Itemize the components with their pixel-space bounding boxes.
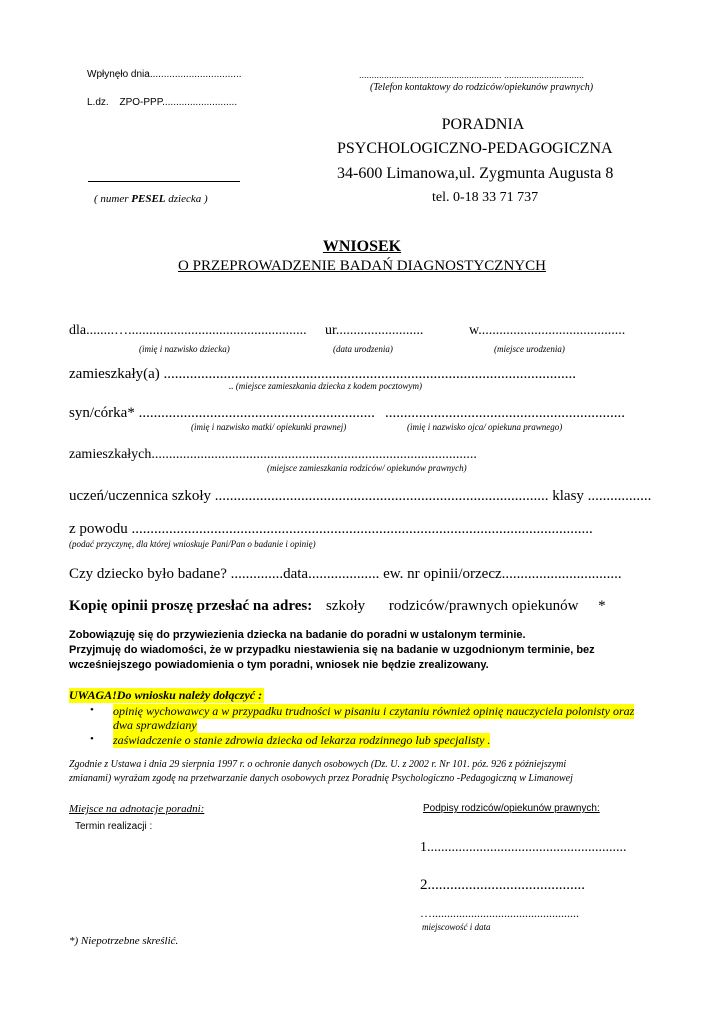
copy-request-label: Kopię opinii proszę przesłać na adres:: [69, 598, 313, 614]
school-field: uczeń/uczennica szkoły ......................................................................................... klasy .................: [69, 488, 652, 504]
bullet-icon: •: [90, 704, 94, 716]
phone-field-dots: ......................................................... ................................: [359, 70, 585, 80]
institution-type: PSYCHOLOGICZNO-PEDAGOGICZNA: [337, 140, 613, 157]
declaration-line-3: wcześniejszego powiadomienia o tym poradni, wniosek nie będzie zrealizowany.: [69, 659, 489, 671]
institution-address: 34-600 Limanowa,ul. Zygmunta Augusta 8: [337, 165, 614, 182]
attachment-item-2: zaświadczenie o stanie zdrowia dziecka od lekarza rodzinnego lub specjalisty .: [113, 733, 491, 747]
father-name-field: ................................................................: [385, 405, 625, 421]
child-name-caption: (imię i nazwisko dziecka): [139, 344, 230, 354]
attachment-item-1-line-2: dwa sprawdziany: [113, 718, 197, 732]
attachment-item-1-line-1: opinię wychowawcy a w przypadku trudności w pisaniu i czytaniu również opinię nauczyciela polonisty oraz: [113, 704, 635, 718]
pesel-line: [88, 181, 240, 182]
copy-request-row: [69, 598, 606, 615]
pesel-caption-bold: PESEL: [131, 193, 166, 205]
page-subtitle: O PRZEPROWADZENIE BADAŃ DIAGNOSTYCZNYCH: [178, 258, 546, 274]
mother-name-caption: (imię i nazwisko matki/ opiekunki prawnej): [191, 422, 347, 432]
place-date-caption: miejscowość i data: [422, 922, 491, 932]
consent-line-2: zmianami) wyrażam zgodę na przetwarzanie danych osobowych przez Poradnię Psychologiczno -Pedagogiczną w Limanowej: [69, 773, 573, 784]
birth-date-field: ur.........................: [325, 323, 424, 338]
pesel-caption-open: ( numer: [94, 193, 132, 205]
mother-name-field: syn/córka* ...............................................................: [69, 405, 375, 421]
signature-1-field: 1.........................................................: [420, 840, 627, 855]
signatures-label: Podpisy rodziców/opiekunów prawnych:: [423, 803, 600, 814]
received-date-field: Wpłynęło dnia.................................: [87, 69, 242, 80]
child-name-field: dla........…...................................................: [69, 323, 307, 338]
birth-place-field: w..........................................: [469, 323, 626, 338]
institution-name: PORADNIA: [441, 116, 525, 133]
footnote: *) Niepotrzebne skreślić.: [69, 935, 179, 947]
bullet-icon: •: [90, 733, 94, 745]
copy-option-parents: rodziców/prawnych opiekunów: [388, 598, 579, 614]
phone-caption: (Telefon kontaktowy do rodziców/opiekunów prawnych): [370, 82, 594, 93]
reason-caption: (podać przyczynę, dla której wnioskuje Pani/Pan o badanie i opinię): [69, 539, 316, 549]
birth-place-caption: (miejsce urodzenia): [494, 344, 565, 354]
reference-number: [87, 97, 237, 108]
copy-option-footnote-star: *: [598, 598, 606, 614]
child-address-caption: .. (miejsce zamieszkania dziecka z kodem pocztowym): [229, 381, 422, 391]
place-date-field: ….................................................: [420, 906, 579, 920]
consent-line-1: Zgodnie z Ustawa i dnia 29 sierpnia 1997 r. o ochronie danych osobowych (Dz. U. z 2002 r. Nr 101. póz. 926 z późniejszymi: [69, 759, 567, 770]
parents-address-field: zamieszkałych.............................................................................................: [69, 447, 477, 462]
office-notes-label: Miejsce na adnotacje poradni:: [69, 803, 205, 815]
signature-2-field: 2..........................................: [420, 877, 585, 893]
declaration-line-2: Przyjmuję do wiadomości, że w przypadku niestawienia się na badanie w uzgodnionym terminie, bez: [69, 644, 595, 656]
parents-address-caption: (miejsce zamieszkania rodziców/ opiekunów prawnych): [267, 463, 467, 473]
term-label: Termin realizacji :: [75, 821, 153, 832]
reference-value: ZPO-PPP...........................: [119, 97, 238, 108]
pesel-caption: [94, 193, 208, 205]
reference-prefix: L.dz.: [87, 97, 109, 108]
child-address-field: zamieszkały(a) ..............................................................................................................: [69, 366, 577, 382]
page-title: WNIOSEK: [322, 238, 402, 255]
copy-option-school: szkoły: [325, 598, 366, 614]
institution-phone: tel. 0-18 33 71 737: [432, 190, 539, 205]
attention-title: UWAGA!Do wniosku należy dołączyć :: [69, 688, 263, 702]
previous-tests-field: Czy dziecko było badane? ..............data................... ew. nr opinii/orzecz................................: [69, 566, 622, 582]
birth-date-caption: (data urodzenia): [333, 344, 393, 354]
reason-field: z powodu ...........................................................................................................................: [69, 521, 593, 537]
pesel-caption-close: dziecka ): [165, 193, 208, 205]
father-name-caption: (imię i nazwisko ojca/ opiekuna prawnego): [407, 422, 563, 432]
declaration-line-1: Zobowiązuję się do przywiezienia dziecka na badanie do poradni w ustalonym terminie.: [69, 629, 526, 641]
